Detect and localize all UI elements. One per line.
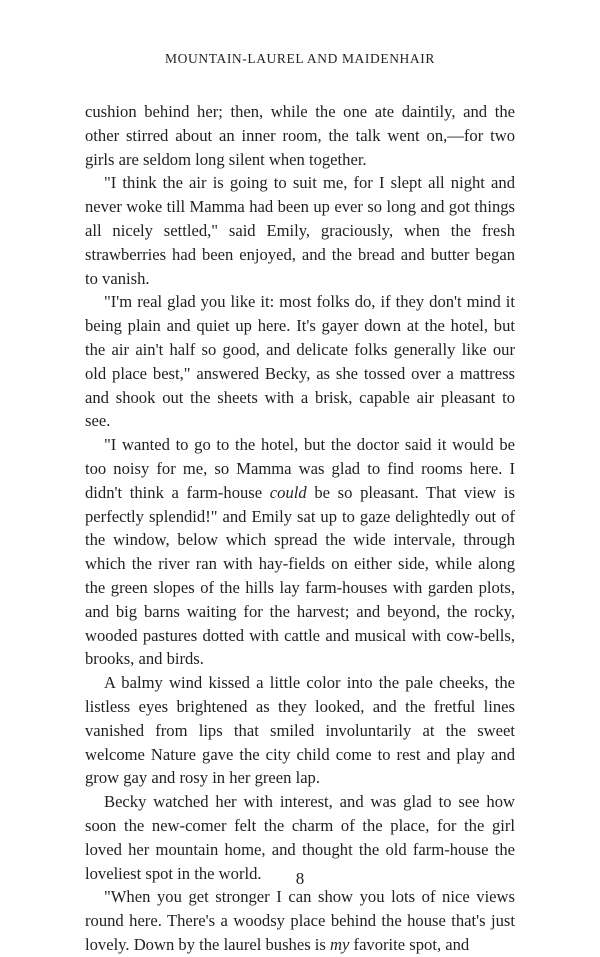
text-segment: "I'm real glad you like it: most folks do, if they don't mind it being plain and quiet up here. It's gayer down at the hotel, but the air ain't half so good, and delicate folks generally like our old place best," answered Becky, as she tossed over a mattress and shook out the sheets with a brisk, capable air pleasant to see. bbox=[85, 292, 515, 431]
italic-text-segment: could bbox=[269, 482, 307, 502]
text-segment: A balmy wind kissed a little color into the pale cheeks, the listless eyes brightened as they looked, and the fretful lines vanished from lips that smiled involuntarily at the sweet welcome Nature gave the city child come to rest and play and grow gay and rosy in her green lap. bbox=[85, 673, 515, 788]
paragraph bbox=[85, 290, 515, 433]
text-segment: favorite spot, and bbox=[349, 934, 470, 954]
paragraph bbox=[85, 671, 515, 790]
paragraph bbox=[85, 885, 515, 956]
running-head: MOUNTAIN-LAUREL AND MAIDENHAIR bbox=[165, 51, 435, 66]
text-segment: "I wanted to go to the hotel, but the doctor said it would be too noisy for me, so Mamma was glad to find rooms here. I didn't think a farm-house bbox=[85, 435, 515, 502]
text-segment: cushion behind her; then, while the one ate daintily, and the other stirred about an inner room, the talk went on,—for two girls are seldom long silent when together. bbox=[85, 102, 515, 169]
text-segment: Becky watched her with interest, and was glad to see how soon the new-comer felt the charm of the place, for the girl loved her mountain home, and thought the old farm-house the loveliest spot in the world. bbox=[85, 792, 515, 883]
text-segment: "When you get stronger I can show you lots of nice views round here. There's a woodsy place behind the house that's just lovely. Down by the laurel bushes is bbox=[85, 887, 515, 954]
text-segment: be so pleasant. That view is perfectly splendid!" and Emily sat up to gaze delightedly out of the window, below which spread the wide intervale, through which the river ran with hay-fields on either side, while along the green slopes of the hills lay farm-houses with garden plots, and big barns waiting for the harvest; and beyond, the rocky, wooded pastures dotted with cattle and musical with cow-bells, brooks, and birds. bbox=[85, 482, 516, 669]
paragraph bbox=[85, 100, 515, 171]
paragraph bbox=[85, 171, 515, 290]
text-segment: "I think the air is going to suit me, for I slept all night and never woke till Mamma had been up ever so long and got things all nicely settled," said Emily, graciously, when the fresh strawberries had been enjoyed, and the bread and butter began to vanish. bbox=[85, 173, 515, 288]
paragraph bbox=[85, 433, 515, 671]
italic-text-segment: my bbox=[330, 934, 350, 954]
body-text bbox=[85, 100, 515, 957]
page-number: 8 bbox=[295, 869, 305, 888]
